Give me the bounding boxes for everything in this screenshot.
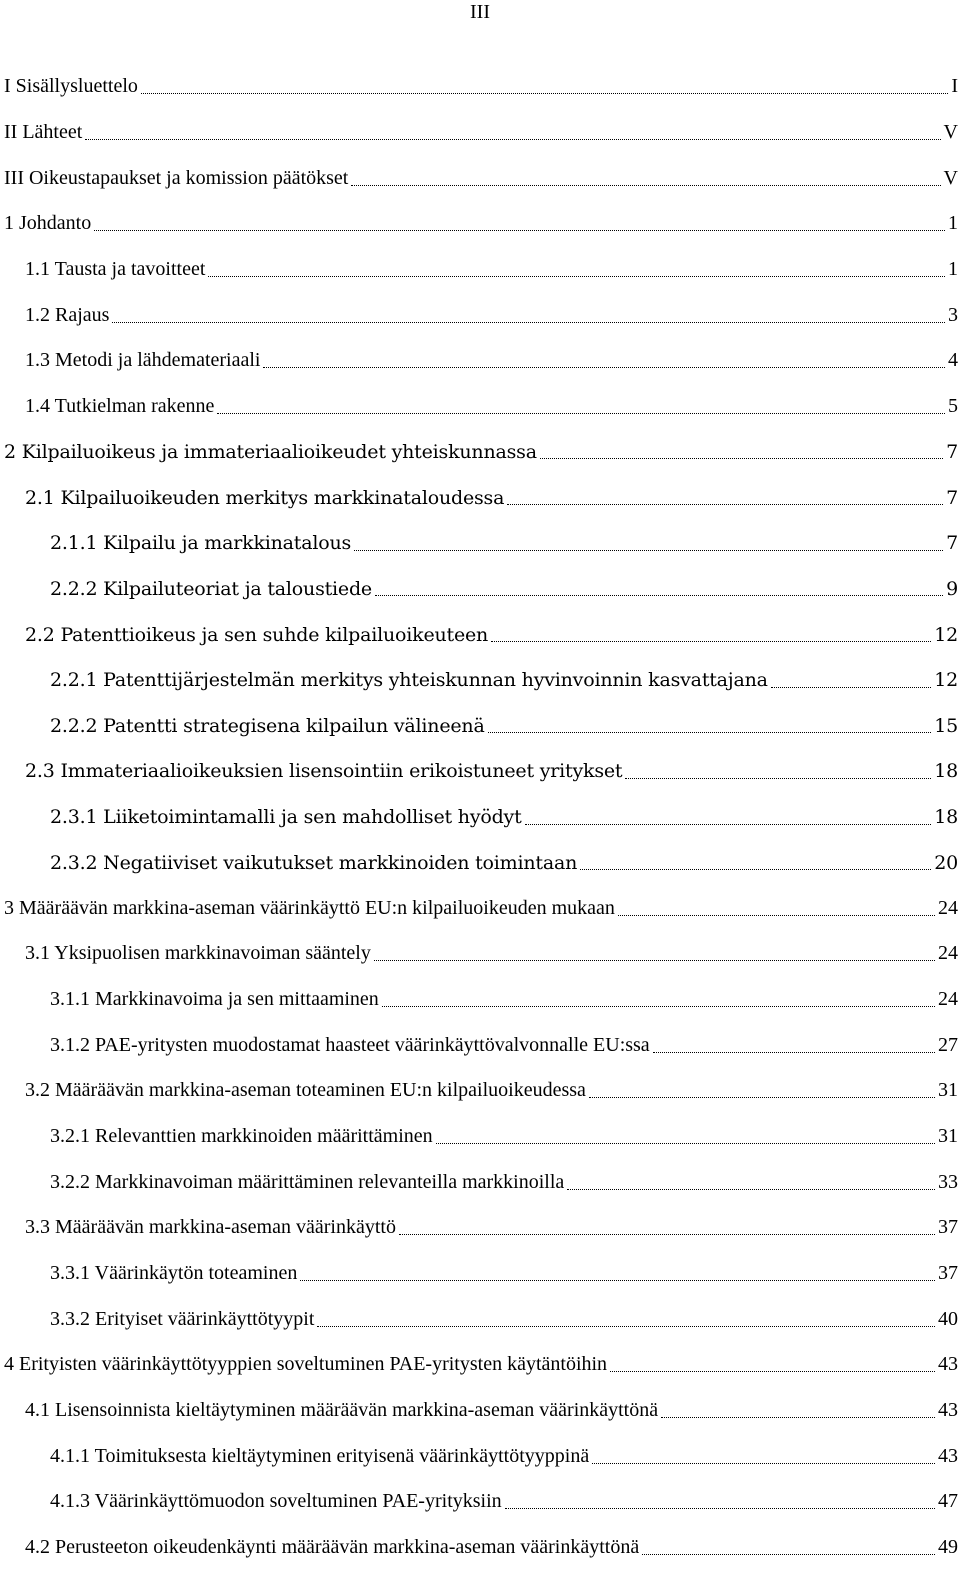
toc-entry-page-number: 40 xyxy=(938,1308,958,1331)
dot-leader xyxy=(263,367,945,368)
toc-entry-title: 1.1 Tausta ja tavoitteet xyxy=(25,258,205,281)
dot-leader xyxy=(354,550,943,551)
toc-entry-title: 3 Määräävän markkina-aseman väärinkäyttö EU:n kilpailuoikeuden mukaan xyxy=(4,897,615,920)
toc-entry-title: 4.1 Lisensoinnista kieltäytyminen määräävän markkina-aseman väärinkäyttönä xyxy=(25,1399,658,1422)
toc-entry[interactable] xyxy=(0,1433,960,1479)
dot-leader xyxy=(141,93,948,94)
dot-leader xyxy=(507,504,943,505)
toc-entry-page-number: 31 xyxy=(938,1125,958,1148)
dot-leader xyxy=(300,1280,935,1281)
toc-entry-title: 3.2.1 Relevanttien markkinoiden määrittäminen xyxy=(50,1125,433,1148)
toc-entry[interactable] xyxy=(0,794,960,840)
toc-entry-title: 1.4 Tutkielman rakenne xyxy=(25,395,214,418)
toc-entry-page-number: I xyxy=(951,75,958,98)
dot-leader xyxy=(642,1554,935,1555)
toc-entry[interactable] xyxy=(0,1114,960,1160)
toc-entry-page-number: 43 xyxy=(938,1399,958,1422)
toc-entry-page-number: 5 xyxy=(948,395,958,418)
toc-entry[interactable] xyxy=(0,566,960,612)
toc-entry-title: 3.1.1 Markkinavoima ja sen mittaaminen xyxy=(50,988,379,1011)
toc-entry-page-number: 49 xyxy=(938,1536,958,1559)
toc-entry[interactable] xyxy=(0,292,960,338)
toc-entry-title: 2.3 Immateriaalioikeuksien lisensointiin erikoistuneet yritykset xyxy=(25,760,622,782)
toc-entry[interactable] xyxy=(0,1251,960,1297)
toc-entry-page-number: 37 xyxy=(938,1262,958,1285)
toc-entry[interactable] xyxy=(0,520,960,566)
toc-entry-title: 2.3.2 Negatiiviset vaikutukset markkinoiden toimintaan xyxy=(50,852,577,874)
dot-leader xyxy=(567,1189,935,1190)
toc-entry-title: 3.1 Yksipuolisen markkinavoiman sääntely xyxy=(25,942,371,965)
toc-entry-page-number: 12 xyxy=(934,624,958,646)
dot-leader xyxy=(488,732,932,733)
toc-entry[interactable] xyxy=(0,155,960,201)
toc-entry-page-number: 18 xyxy=(934,806,958,828)
dot-leader xyxy=(491,641,931,642)
dot-leader xyxy=(525,824,932,825)
toc-entry-title: 2.2 Patenttioikeus ja sen suhde kilpailuoikeuteen xyxy=(25,624,488,646)
toc-entry-page-number: 18 xyxy=(934,760,958,782)
toc-entry-title: 1.3 Metodi ja lähdemateriaali xyxy=(25,349,260,372)
toc-entry-page-number: 37 xyxy=(938,1216,958,1239)
toc-entry[interactable] xyxy=(0,657,960,703)
dot-leader xyxy=(540,458,943,459)
toc-entry[interactable] xyxy=(0,1159,960,1205)
toc-entry-title: 1 Johdanto xyxy=(4,212,91,235)
toc-entry[interactable] xyxy=(0,429,960,475)
toc-entry-title: II Lähteet xyxy=(4,121,82,144)
toc-entry-title: 2.2.2 Patentti strategisena kilpailun välineenä xyxy=(50,715,485,737)
dot-leader xyxy=(208,276,945,277)
toc-entry-page-number: 1 xyxy=(948,258,958,281)
toc-entry-title: 2 Kilpailuoikeus ja immateriaalioikeudet yhteiskunnassa xyxy=(4,441,537,463)
dot-leader xyxy=(375,595,943,596)
toc-entry-title: 4 Erityisten väärinkäyttötyyppien soveltuminen PAE-yritysten käytäntöihin xyxy=(4,1353,607,1376)
toc-entry[interactable] xyxy=(0,247,960,293)
toc-entry-page-number: 7 xyxy=(946,487,958,509)
dot-leader xyxy=(592,1463,935,1464)
toc-entry-page-number: 9 xyxy=(946,578,958,600)
toc-entry-title: 3.3.1 Väärinkäytön toteaminen xyxy=(50,1262,297,1285)
dot-leader xyxy=(374,960,935,961)
toc-entry-title: 1.2 Rajaus xyxy=(25,304,109,327)
toc-entry-title: 2.1.1 Kilpailu ja markkinatalous xyxy=(50,532,351,554)
toc-entry[interactable] xyxy=(0,931,960,977)
toc-entry-title: 2.3.1 Liiketoimintamalli ja sen mahdolliset hyödyt xyxy=(50,806,522,828)
toc-entry-title: 4.2 Perusteeton oikeudenkäynti määräävän markkina-aseman väärinkäyttönä xyxy=(25,1536,639,1559)
toc-entry-page-number: 3 xyxy=(948,304,958,327)
dot-leader xyxy=(610,1371,935,1372)
table-of-contents xyxy=(0,64,960,1570)
toc-entry-page-number: 4 xyxy=(948,349,958,372)
toc-entry[interactable] xyxy=(0,1525,960,1570)
dot-leader xyxy=(351,185,940,186)
dot-leader xyxy=(589,1097,935,1098)
toc-entry[interactable] xyxy=(0,1388,960,1434)
toc-entry[interactable] xyxy=(0,110,960,156)
toc-entry-page-number: 27 xyxy=(938,1034,958,1057)
toc-entry-title: 2.2.1 Patenttijärjestelmän merkitys yhteiskunnan hyvinvoinnin kasvattajana xyxy=(50,669,768,691)
dot-leader xyxy=(580,869,931,870)
dot-leader xyxy=(653,1052,935,1053)
dot-leader xyxy=(399,1234,935,1235)
dot-leader xyxy=(661,1417,935,1418)
toc-entry[interactable] xyxy=(0,703,960,749)
toc-entry-title: I Sisällysluettelo xyxy=(4,75,138,98)
toc-entry-page-number: V xyxy=(944,167,958,190)
toc-entry-page-number: 7 xyxy=(946,532,958,554)
toc-entry-page-number: 31 xyxy=(938,1079,958,1102)
toc-entry-title: 2.2.2 Kilpailuteoriat ja taloustiede xyxy=(50,578,372,600)
toc-entry-page-number: 24 xyxy=(938,988,958,1011)
toc-entry[interactable] xyxy=(0,338,960,384)
toc-entry[interactable] xyxy=(0,64,960,110)
toc-entry[interactable] xyxy=(0,886,960,932)
toc-entry-page-number: 12 xyxy=(934,669,958,691)
toc-entry-page-number: V xyxy=(944,121,958,144)
page-number: III xyxy=(0,0,960,24)
toc-entry-page-number: 7 xyxy=(946,441,958,463)
toc-entry-page-number: 43 xyxy=(938,1445,958,1468)
dot-leader xyxy=(94,230,945,231)
toc-entry-page-number: 20 xyxy=(934,852,958,874)
toc-entry-title: 3.2 Määräävän markkina-aseman toteaminen EU:n kilpailuoikeudessa xyxy=(25,1079,586,1102)
toc-entry-title: III Oikeustapaukset ja komission päätökset xyxy=(4,167,348,190)
dot-leader xyxy=(217,413,945,414)
toc-entry-page-number: 47 xyxy=(938,1490,958,1513)
toc-entry-page-number: 1 xyxy=(948,212,958,235)
toc-entry-page-number: 24 xyxy=(938,897,958,920)
toc-entry[interactable] xyxy=(0,1205,960,1251)
dot-leader xyxy=(112,322,945,323)
toc-entry[interactable] xyxy=(0,749,960,795)
toc-entry-page-number: 24 xyxy=(938,942,958,965)
toc-entry[interactable] xyxy=(0,977,960,1023)
toc-entry[interactable] xyxy=(0,1022,960,1068)
dot-leader xyxy=(85,139,940,140)
dot-leader xyxy=(436,1143,935,1144)
toc-entry[interactable] xyxy=(0,840,960,886)
toc-entry-title: 4.1.1 Toimituksesta kieltäytyminen erityisenä väärinkäyttötyyppinä xyxy=(50,1445,589,1468)
toc-entry[interactable] xyxy=(0,1068,960,1114)
toc-entry-page-number: 43 xyxy=(938,1353,958,1376)
dot-leader xyxy=(382,1006,935,1007)
dot-leader xyxy=(625,778,931,779)
toc-entry-title: 3.3 Määräävän markkina-aseman väärinkäyttö xyxy=(25,1216,396,1239)
toc-entry-title: 2.1 Kilpailuoikeuden merkitys markkinataloudessa xyxy=(25,487,504,509)
dot-leader xyxy=(317,1326,935,1327)
toc-entry[interactable] xyxy=(0,612,960,658)
toc-entry-title: 4.1.3 Väärinkäyttömuodon soveltuminen PAE-yrityksiin xyxy=(50,1490,502,1513)
dot-leader xyxy=(618,915,935,916)
toc-entry[interactable] xyxy=(0,1342,960,1388)
toc-entry[interactable] xyxy=(0,1479,960,1525)
dot-leader xyxy=(771,687,931,688)
toc-entry-title: 3.3.2 Erityiset väärinkäyttötyypit xyxy=(50,1308,314,1331)
dot-leader xyxy=(505,1508,935,1509)
toc-entry[interactable] xyxy=(0,475,960,521)
toc-entry[interactable] xyxy=(0,201,960,247)
toc-entry[interactable] xyxy=(0,383,960,429)
toc-entry-title: 3.1.2 PAE-yritysten muodostamat haasteet väärinkäyttövalvonnalle EU:ssa xyxy=(50,1034,650,1057)
toc-entry[interactable] xyxy=(0,1296,960,1342)
toc-entry-title: 3.2.2 Markkinavoiman määrittäminen relevanteilla markkinoilla xyxy=(50,1171,564,1194)
toc-entry-page-number: 33 xyxy=(938,1171,958,1194)
toc-entry-page-number: 15 xyxy=(934,715,958,737)
